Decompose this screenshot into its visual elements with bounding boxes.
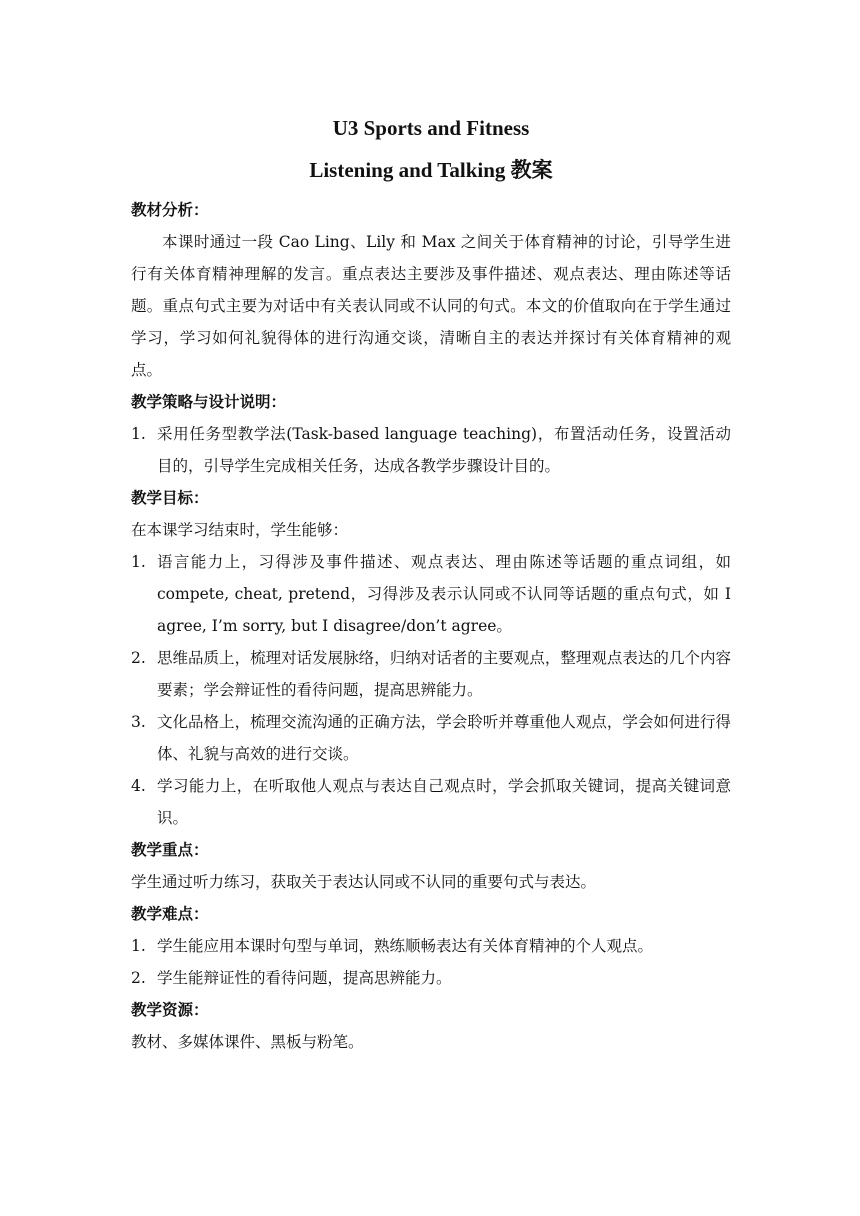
list-text: 文化品格上，梳理交流沟通的正确方法，学会聆听并尊重他人观点，学会如何进行得体、礼貌与高效的进行交谈。 (157, 713, 731, 763)
list-number: 1. (131, 937, 146, 955)
list-text: 学生能辩证性的看待问题，提高思辨能力。 (157, 969, 452, 987)
list-text: 思维品质上，梳理对话发展脉络，归纳对话者的主要观点，整理观点表达的几个内容要素；学会辩证性的看待问题，提高思辨能力。 (157, 649, 731, 699)
key-points-text: 学生通过听力练习，获取关于表达认同或不认同的重要句式与表达。 (131, 873, 597, 891)
list-number: 3. (131, 713, 146, 731)
list-text: 学生能应用本课时句型与单词，熟练顺畅表达有关体育精神的个人观点。 (157, 937, 654, 955)
section-objectives (131, 482, 731, 834)
list-number: 1. (131, 425, 146, 443)
section-strategy (131, 386, 731, 482)
list-number: 4. (131, 777, 146, 795)
list-number: 1. (131, 553, 146, 571)
lesson-plan-document (131, 110, 731, 1058)
list-text: 采用任务型教学法(Task-based language teaching)，布置活动任务，设置活动目的，引导学生完成相关任务，达成各教学步骤设计目的。 (157, 425, 731, 475)
list-item (131, 642, 731, 706)
list-number: 2. (131, 969, 146, 987)
resources-text: 教材、多媒体课件、黑板与粉笔。 (131, 1033, 364, 1051)
analysis-paragraph: 本课时通过一段 Cao Ling、Lily 和 Max 之间关于体育精神的讨论，引导学生进行有关体育精神理解的发言。重点表达主要涉及事件描述、观点表达、理由陈述等话题。重点句式主要为对话中有关表认同或不认同的句式。本文的价值取向在于学生通过学习，学习如何礼貌得体的进行沟通交谈，清晰自主的表达并探讨有关体育精神的观点。 (131, 233, 731, 379)
list-item (131, 418, 731, 482)
list-text: 学习能力上，在听取他人观点与表达自己观点时，学会抓取关键词，提高关键词意识。 (157, 777, 731, 827)
objectives-list (131, 546, 731, 834)
list-item (131, 930, 731, 962)
list-item (131, 962, 731, 994)
strategy-list (131, 418, 731, 482)
list-item (131, 546, 731, 642)
document-title: U3 Sports and Fitness (332, 116, 530, 140)
section-heading: 教材分析： (131, 200, 209, 219)
list-text: 语言能力上，习得涉及事件描述、观点表达、理由陈述等话题的重点词组，如 compete, cheat, pretend，习得涉及表示认同或不认同等话题的重点句式，如 I agree, I’m sorry, but I disagree/don’t agree。 (157, 553, 731, 635)
document-subtitle: Listening and Talking 教案 (309, 158, 553, 182)
list-item (131, 706, 731, 770)
list-number: 2. (131, 649, 146, 667)
objectives-intro: 在本课学习结束时，学生能够： (131, 521, 349, 539)
list-item (131, 770, 731, 834)
section-resources (131, 994, 731, 1058)
section-heading: 教学难点： (131, 904, 209, 923)
section-heading: 教学策略与设计说明： (131, 392, 287, 411)
section-heading: 教学资源： (131, 1000, 209, 1019)
section-key-points (131, 834, 731, 898)
difficulties-list (131, 930, 731, 994)
section-difficulties (131, 898, 731, 994)
section-heading: 教学重点： (131, 840, 209, 859)
section-analysis (131, 194, 731, 386)
section-heading: 教学目标： (131, 488, 209, 507)
